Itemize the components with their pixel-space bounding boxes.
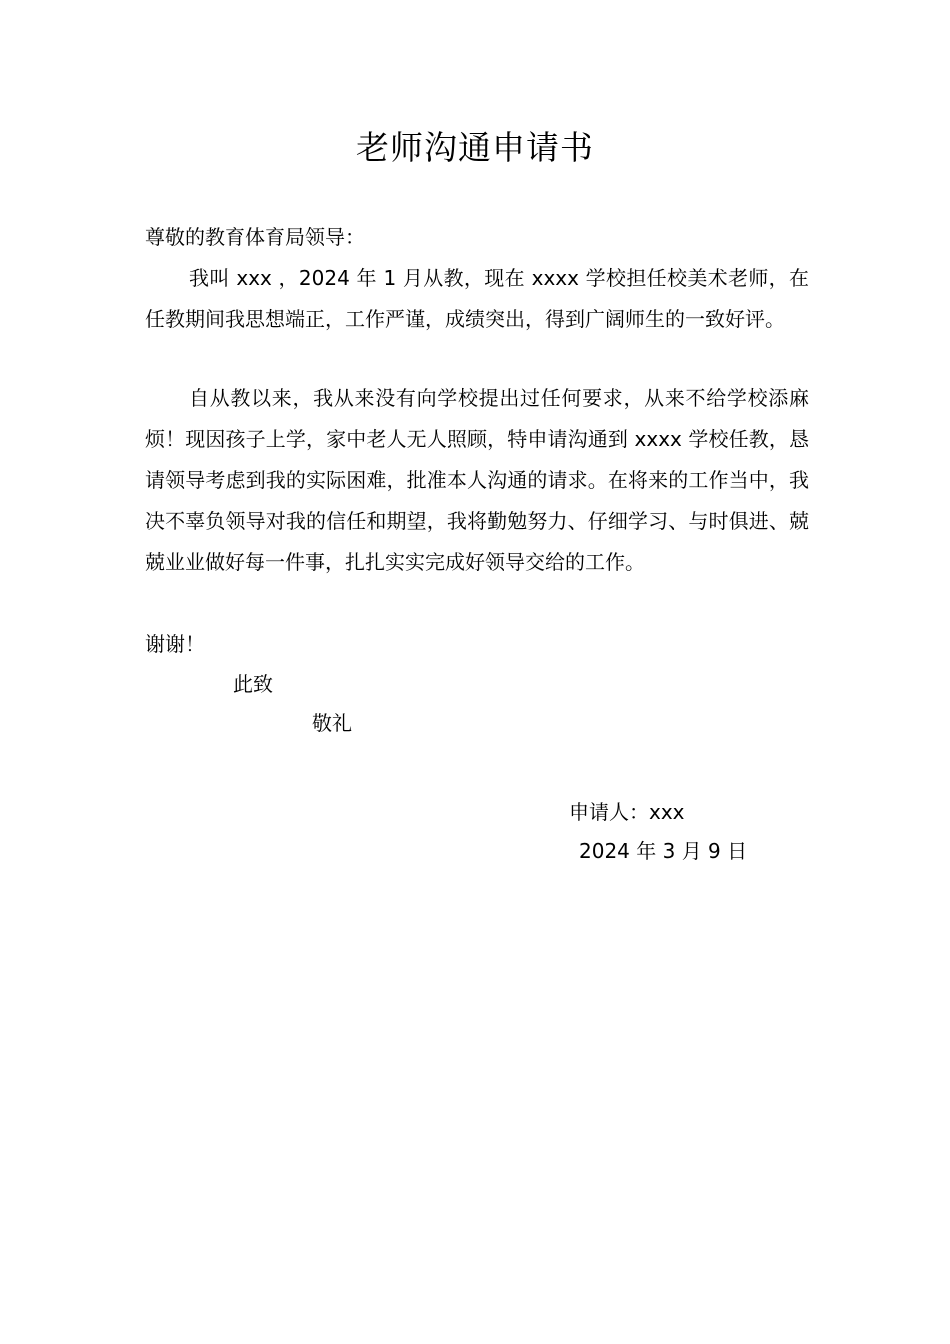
salutation: 尊敬的教育体育局领导： (145, 225, 365, 249)
document-title: 老师沟通申请书 (356, 128, 594, 167)
applicant-signature: 申请人：xxx (569, 800, 685, 824)
signature-date: 2024 年 3 月 9 日 (579, 839, 748, 863)
body-paragraph-2: 自从教以来，我从来没有向学校提出过任何要求，从来不给学校添麻烦！现因孩子上学，家中老人无人照顾，特申请沟通到 xxxx 学校任教，恳请领导考虑到我的实际困难，批准本人沟通的请求。在将来的工作当中，我决不辜负领导对我的信任和期望，我将勤勉努力、仔细学习、与时俱进、兢兢业业做好每一件事，扎扎实实完成好领导交给的工作。 (145, 386, 809, 574)
closing-line-1: 此致 (233, 672, 273, 696)
closing-line-2: 敬礼 (312, 711, 352, 735)
thanks-line: 谢谢！ (145, 632, 205, 656)
body-paragraph-1: 我叫 xxx ，2024 年 1 月从教，现在 xxxx 学校担任校美术老师，在任教期间我思想端正，工作严谨，成绩突出，得到广阔师生的一致好评。 (145, 266, 809, 331)
